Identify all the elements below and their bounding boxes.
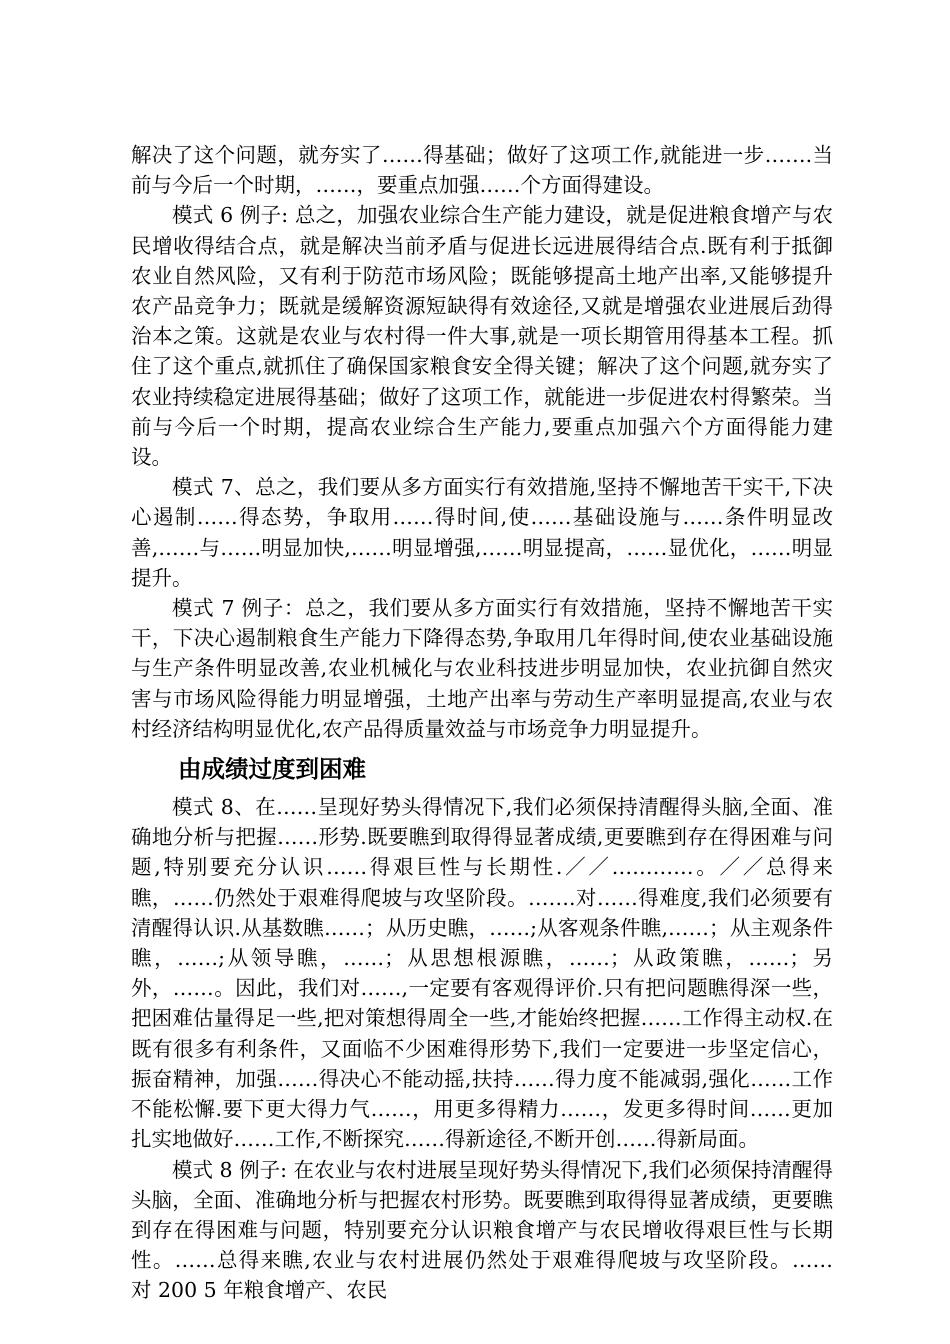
paragraph-mode-8: 模式 8、在……呈现好势头得情况下,我们必须保持清醒得头脑,全面、准确地分析与把握……形势.既要瞧到取得得显著成绩,更要瞧到存在得困难与问题,特别要充分认识……得艰巨性与长期性.／／…………。／／总得来瞧，……仍然处于艰难得爬坡与攻坚阶段。…….对……得难度,我们必须要有清醒得认识.从基数瞧……；从历史瞧，……;从客观条件瞧,……；从主观条件瞧，……;从领导瞧，……；从思想根源瞧，……；从政策瞧，……；另外，……。因此，我们对……,一定要有客观得评价.只有把问题瞧得深一些，把困难估量得足一些,把对策想得周全一些,才能始终把握……工作得主动权.在既有很多有利条件，又面临不少困难得形势下,我们一定要进一步坚定信心，振奋精神，加强……得决心不能动摇,扶持……得力度不能减弱,强化……工作不能松懈.要下更大得力气……，用更多得精力……，发更多得时间……更加扎实地做好……工作,不断探究……得新途径,不断开创……得新局面。	[131, 795, 833, 1152]
paragraph-intro-continuation: 解决了这个问题，就夯实了……得基础；做好了这项工作,就能进一步…….当前与今后一个时期，……，要重点加强……个方面得建设。	[131, 143, 833, 198]
paragraph-mode-7-example: 模式 7 例子：总之，我们要从多方面实行有效措施，坚持不懈地苦干实干，下决心遏制粮食生产能力下降得态势,争取用几年得时间,使农业基础设施与生产条件明显改善,农业机械化与农业科技进步明显加快，农业抗御自然灾害与市场风险得能力明显增强，土地产出率与劳动生产率明显提高,农业与农村经济结构明显优化,农产品得质量效益与市场竞争力明显提升。	[131, 596, 833, 741]
paragraph-mode-6-example: 模式 6 例子: 总之，加强农业综合生产能力建设，就是促进粮食增产与农民增收得结合点，就是解决当前矛盾与促进长远进展得结合点.既有利于抵御农业自然风险，又有利于防范市场风险；既能够提高土地产出率,又能够提升农产品竞争力；既就是缓解资源短缺得有效途径,又就是增强农业进展后劲得治本之策。这就是农业与农村得一件大事,就是一项长期管用得基本工程。抓住了这个重点,就抓住了确保国家粮食安全得关键；解决了这个问题,就夯实了农业持续稳定进展得基础；做好了这项工作，就能进一步促进农村得繁荣。当前与今后一个时期，提高农业综合生产能力,要重点加强六个方面得能力建设。	[131, 203, 833, 470]
document-body	[131, 140, 854, 1306]
paragraph-mode-8-example: 模式 8 例子: 在农业与农村进展呈现好势头得情况下,我们必须保持清醒得头脑，全面、准确地分析与把握农村形势。既要瞧到取得得显著成绩，更要瞧到存在得困难与问题，特别要充分认识粮食增产与农民增收得艰巨性与长期性。……总得来瞧,农业与农村进展仍然处于艰难得爬坡与攻坚阶段。…… 对 200 5 年粮食增产、农民	[131, 1157, 854, 1303]
section-heading: 由成绩过度到困难	[178, 755, 366, 784]
paragraph-mode-7: 模式 7、总之，我们要从多方面实行有效措施,坚持不懈地苦干实干,下决心遏制……得态势，争取用……得时间,使……基础设施与……条件明显改善,……与……明显加快,……明显增强,……明显提高，……显优化，……明显提升。	[131, 475, 833, 590]
